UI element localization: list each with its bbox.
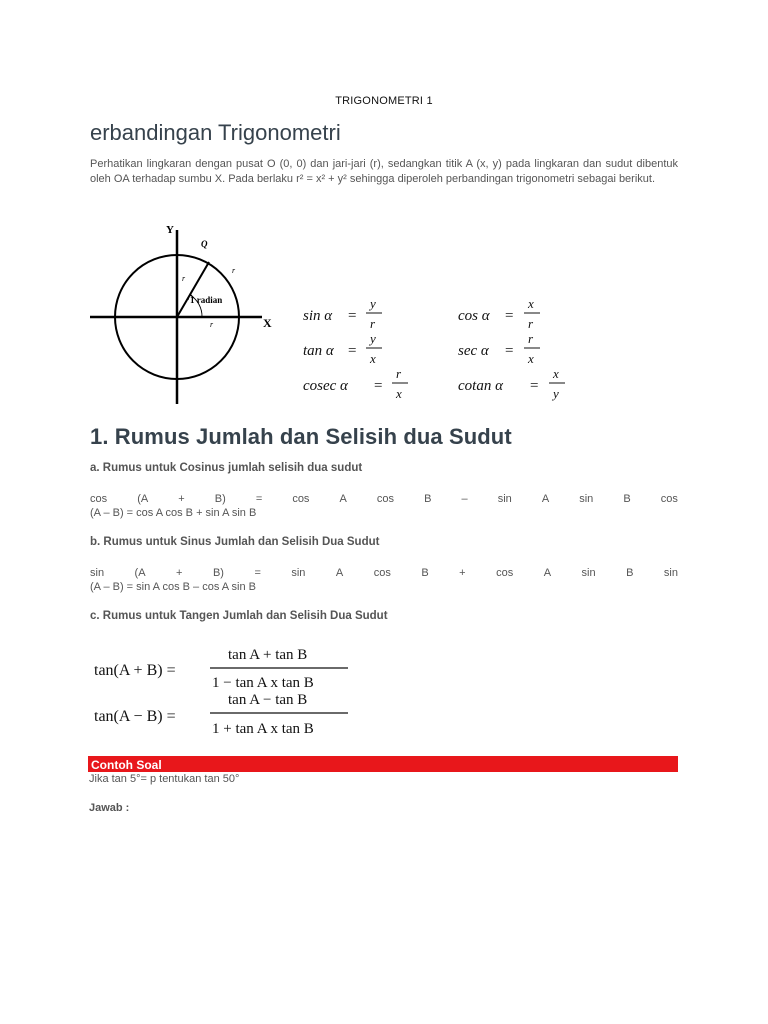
token: A <box>541 493 550 505</box>
tan-ratio-den: x <box>370 351 376 366</box>
tangent-formulas <box>90 638 370 743</box>
sine-formula-line2: (A – B) = sin A cos B – cos A sin B <box>90 581 257 593</box>
cos-ratio-num: x <box>528 296 534 311</box>
token: = <box>255 493 263 505</box>
token: B) <box>212 567 224 579</box>
cosec-ratio-num: r <box>396 366 402 381</box>
cos-ratio-name: cos α <box>458 308 490 324</box>
subheading-cosine: a. Rumus untuk Cosinus jumlah selisih dua sudut <box>90 462 363 474</box>
token: cos <box>90 493 108 505</box>
token: – <box>461 493 468 505</box>
y-label: Y <box>166 224 174 236</box>
cotan-ratio-num: x <box>553 366 559 381</box>
token: sin <box>90 567 105 579</box>
token: B <box>421 567 429 579</box>
token: cos <box>376 493 395 505</box>
cos-ratio-den: r <box>528 316 534 331</box>
token: B <box>626 567 634 579</box>
token: sin <box>579 493 594 505</box>
token: A <box>339 493 347 505</box>
example-bar-label: Contoh Soal <box>91 758 162 772</box>
svg-text:=: = <box>348 308 357 324</box>
token: (A <box>137 493 149 505</box>
tan-sum-den: 1 − tan A x tan B <box>212 675 314 691</box>
cosine-formula-row <box>90 493 678 505</box>
answer-label: Jawab : <box>89 802 130 814</box>
section-heading: 1. Rumus Jumlah dan Selisih dua Sudut <box>90 424 512 449</box>
cotan-ratio-den: y <box>553 386 559 401</box>
trig-ratio-formulas <box>300 290 590 410</box>
radian-label: 1 radian <box>190 295 223 305</box>
token: A <box>543 567 552 579</box>
r-label-arc: r <box>232 266 236 275</box>
r-label-radius: r <box>182 274 186 283</box>
example-question: Jika tan 5°= p tentukan tan 50° <box>89 773 240 785</box>
q-label: Q <box>201 239 208 249</box>
token: sin <box>291 567 306 579</box>
x-label: X <box>263 316 272 330</box>
token: cos <box>373 567 391 579</box>
sin-ratio-num: y <box>370 296 376 311</box>
token: cos <box>660 493 678 505</box>
token: sin <box>663 567 678 579</box>
token: + <box>178 493 185 505</box>
token: + <box>176 567 183 579</box>
example-bar <box>88 756 678 772</box>
token: B <box>424 493 432 505</box>
token: B) <box>214 493 226 505</box>
token: B <box>623 493 631 505</box>
token: sin <box>581 567 596 579</box>
tan-diff-lhs: tan(A − B) = <box>94 708 176 725</box>
token: = <box>254 567 261 579</box>
tan-ratio-name: tan α <box>303 343 334 359</box>
token: + <box>459 567 466 579</box>
intro-paragraph: Perhatikan lingkaran dengan pusat O (0, 0) dan jari-jari (r), sedangkan titik A (x, y) pada lingkaran dan sudut dibentuk oleh OA terhadap sumbu X. Pada berlaku r² = x² + y² sehingga diperoleh perbandingan trigonometri sebagai berikut. <box>90 158 678 185</box>
token: A <box>335 567 344 579</box>
main-heading: erbandingan Trigonometri <box>90 120 341 145</box>
tan-diff-num: tan A − tan B <box>228 692 308 708</box>
radius-line <box>177 262 209 317</box>
token: cos <box>292 493 310 505</box>
cosec-ratio-name: cosec α <box>303 378 348 394</box>
sin-ratio-den: r <box>370 316 376 331</box>
cosec-ratio-den: x <box>396 386 402 401</box>
r-label-axis: r <box>210 320 214 329</box>
token: sin <box>497 493 512 505</box>
sine-formula-row <box>90 567 678 579</box>
svg-text:=: = <box>505 308 514 324</box>
cotan-ratio-name: cotan α <box>458 378 503 394</box>
svg-text:=: = <box>505 343 514 359</box>
document-title: TRIGONOMETRI 1 <box>335 95 433 107</box>
svg-text:=: = <box>530 378 539 394</box>
tan-sum-num: tan A + tan B <box>228 647 308 663</box>
sin-ratio-name: sin α <box>303 308 333 324</box>
token: cos <box>496 567 514 579</box>
svg-text:=: = <box>374 378 383 394</box>
tan-sum-lhs: tan(A + B) = <box>94 662 176 679</box>
cosine-formula-line2: (A – B) = cos A cos B + sin A sin B <box>90 507 257 519</box>
subheading-tangent: c. Rumus untuk Tangen Jumlah dan Selisih Dua Sudut <box>90 610 388 622</box>
tan-ratio-num: y <box>370 331 376 346</box>
unit-circle-diagram <box>90 218 290 408</box>
sec-ratio-den: x <box>528 351 534 366</box>
tan-diff-den: 1 + tan A x tan B <box>212 721 314 737</box>
sec-ratio-num: r <box>528 331 534 346</box>
subheading-sine: b. Rumus untuk Sinus Jumlah dan Selisih Dua Sudut <box>90 536 380 548</box>
sec-ratio-name: sec α <box>458 343 489 359</box>
token: (A <box>134 567 146 579</box>
svg-text:=: = <box>348 343 357 359</box>
